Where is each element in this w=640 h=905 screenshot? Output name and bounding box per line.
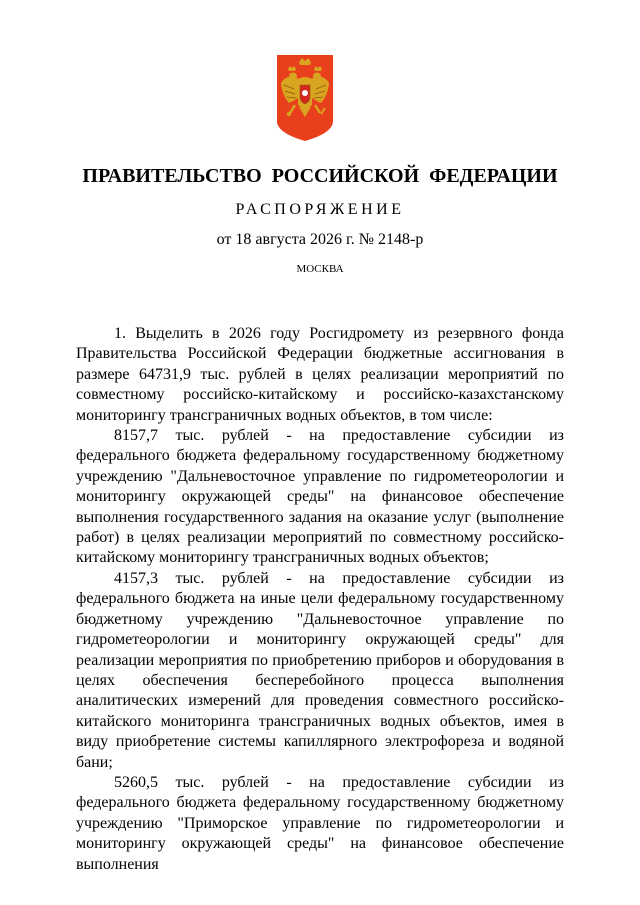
document-city: МОСКВА	[296, 263, 344, 275]
document-body	[76, 324, 564, 875]
body-paragraph: 1. Выделить в 2026 году Росгидромету из резервного фонда Правительства Российской Федерации бюджетные ассигнования в размере 64731,9 тыс. рублей в целях реализации мероприятий по совместному российско-китайскому и российско-казахстанскому мониторингу трансграничных водных объектов, в том числе:	[76, 325, 564, 424]
document-date-number: от 18 августа 2026 г. № 2148-р	[216, 231, 424, 248]
body-paragraph: 5260,5 тыс. рублей - на предоставление субсидии из федерального бюджета федеральному государственному бюджетному учреждению "Приморское управление по гидрометеорологии и мониторингу окружающей среды" на финансовое обеспечение выполнения	[76, 773, 564, 873]
government-title: ПРАВИТЕЛЬСТВО РОССИЙСКОЙ ФЕДЕРАЦИИ	[82, 165, 558, 187]
coat-of-arms-icon	[275, 55, 335, 141]
body-paragraph: 8157,7 тыс. рублей - на предоставление субсидии из федерального бюджета федеральному государственному бюджетному учреждению "Дальневосточное управление по гидрометеорологии и мониторингу окружающей среды" на финансовое обеспечение выполнения государственного задания на оказание услуг (выполнение работ) в целях реализации мероприятий по совместному российско-китайскому мониторингу трансграничных водных объектов;	[76, 427, 564, 567]
body-paragraph: 4157,3 тыс. рублей - на предоставление субсидии из федерального бюджета на иные цели федеральному государственному бюджетному учреждению "Дальневосточное управление по гидрометеорологии и мониторингу окружающей среды" для реализации мероприятия по приобретению приборов и оборудования в целях обеспечения бесперебойного процесса выполнения аналитических измерений для проведения совместного российско-китайского мониторинга трансграничных водных объектов, имея в виду приобретение системы капиллярного электрофореза и водяной бани;	[76, 569, 564, 771]
document-type: РАСПОРЯЖЕНИЕ	[235, 201, 405, 218]
